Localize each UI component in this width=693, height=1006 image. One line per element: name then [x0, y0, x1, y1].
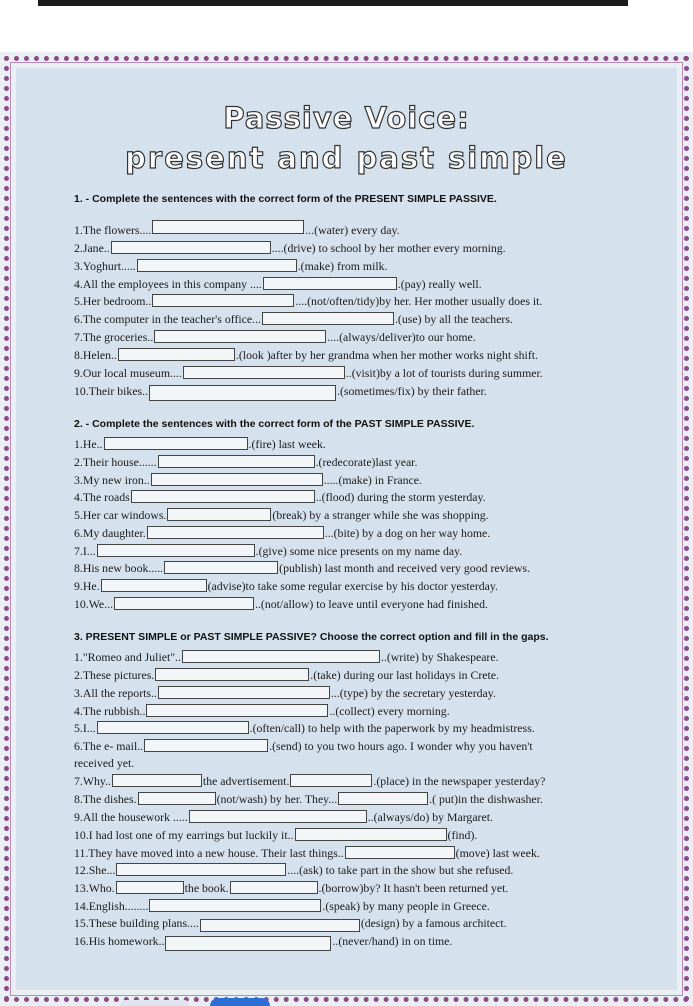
s2-item-1: 1.He.. .(fire) last week.	[74, 437, 326, 452]
answer-box[interactable]	[147, 526, 324, 539]
answer-box[interactable]	[97, 721, 249, 734]
answer-box[interactable]	[155, 668, 309, 681]
s1-item-2: 2.Jane.. ....(drive) to school by her mother every morning.	[74, 241, 506, 256]
s3-item-2: 2.These pictures. .(take) during our last holidays in Crete.	[74, 668, 499, 683]
s2-item-10: 10.We... ..(not/allow) to leave until everyone had finished.	[74, 597, 488, 612]
s1-item-10: 10.Their bikes.. .(sometimes/fix) by their father.	[74, 383, 487, 399]
s2-item-2: 2.Their house...... .(redecorate)last year.	[74, 455, 418, 470]
answer-box[interactable]	[182, 650, 380, 663]
s2-item-5: 5.Her car windows. (break) by a stranger while she was shopping.	[74, 508, 489, 523]
top-bar	[38, 0, 628, 6]
answer-box[interactable]	[263, 277, 397, 290]
answer-box[interactable]	[152, 220, 304, 234]
s3-item-5: 5.I... .(often/call) to help with the paperwork by my headmistress.	[74, 721, 535, 736]
answer-box[interactable]	[104, 437, 248, 450]
s2-item-4: 4.The roads ..(flood) during the storm yesterday.	[74, 490, 486, 505]
s1-item-9: 9.Our local museum.... ..(visit)by a lot of tourists during summer.	[74, 366, 543, 381]
s1-item-6: 6.The computer in the teacher's office... .(use) by all the teachers.	[74, 312, 513, 327]
s3-item-9: 9.All the housework ..... ..(always/do) by Margaret.	[74, 810, 493, 825]
answer-box[interactable]	[101, 579, 207, 592]
answer-box[interactable]	[345, 846, 455, 859]
s2-item-7: 7.I... .(give) some nice presents on my name day.	[74, 544, 463, 559]
answer-box[interactable]	[262, 312, 394, 325]
answer-box[interactable]	[295, 828, 447, 841]
s3-item-11: 11.They have moved into a new house. Their last things.. (move) last week.	[74, 846, 540, 861]
answer-box[interactable]	[131, 490, 315, 503]
answer-box[interactable]	[152, 294, 294, 307]
s1-item-4: 4.All the employees in this company .... .(pay) really well.	[74, 277, 482, 292]
answer-box[interactable]	[189, 810, 367, 823]
answer-box[interactable]	[165, 936, 331, 951]
s3-item-6-cont: received yet.	[74, 756, 135, 771]
answer-box[interactable]	[97, 544, 255, 557]
answer-box[interactable]	[230, 881, 318, 894]
s1-item-1: 1.The flowers.... ...(water) every day.	[74, 222, 400, 237]
section-1-heading: 1. - Complete the sentences with the correct form of the PRESENT SIMPLE PASSIVE.	[74, 193, 497, 205]
answer-box[interactable]	[118, 348, 235, 361]
section-2-heading: 2. - Complete the sentences with the correct form of the PAST SIMPLE PASSIVE.	[74, 418, 475, 430]
s2-item-8: 8.His new book..... (publish) last month and received very good reviews.	[74, 561, 531, 576]
s2-item-6: 6.My daughter. ...(bite) by a dog on her way home.	[74, 526, 491, 541]
answer-box[interactable]	[111, 241, 271, 254]
s3-item-13: 13.Who. the book. .(borrow)by? It hasn't been returned yet.	[74, 881, 509, 896]
answer-box[interactable]	[164, 561, 278, 574]
answer-box[interactable]	[146, 704, 328, 717]
section-3-heading: 3. PRESENT SIMPLE or PAST SIMPLE PASSIVE? Choose the correct option and fill in the gaps.	[74, 631, 549, 643]
answer-box[interactable]	[116, 881, 184, 894]
answer-box[interactable]	[183, 366, 345, 379]
s1-item-8: 8.Helen.. .(look )after by her grandma when her mother works night shift.	[74, 348, 538, 363]
s3-item-4: 4.The rubbish.. ..(collect) every morning.	[74, 704, 450, 719]
s1-item-3: 3.Yoghurt..... .(make) from milk.	[74, 259, 388, 274]
answer-box[interactable]	[112, 774, 202, 787]
s2-item-9: 9.He. (advise)to take some regular exercise by his doctor yesterday.	[74, 579, 499, 594]
answer-box[interactable]	[137, 259, 297, 272]
s1-item-5: 5.Her bedroom.. ....(not/often/tidy)by her. Her mother usually does it.	[74, 294, 543, 309]
answer-box[interactable]	[114, 597, 254, 610]
s3-item-14: 14.English........ .(speak) by many people in Greece.	[74, 899, 490, 914]
answer-box[interactable]	[149, 899, 321, 912]
s3-item-1: 1."Romeo and Juliet".. ..(write) by Shakespeare.	[74, 650, 499, 665]
answer-box[interactable]	[290, 774, 372, 787]
answer-box[interactable]	[200, 919, 360, 932]
answer-box[interactable]	[154, 330, 326, 343]
answer-box[interactable]	[116, 863, 286, 876]
s1-item-7: 7.The groceries.. ....(always/deliver)to our home.	[74, 330, 476, 345]
answer-box[interactable]	[158, 686, 330, 699]
s2-item-3: 3.My new iron.. .....(make) in France.	[74, 473, 422, 488]
title-line-2: present and past simple	[125, 141, 568, 175]
s3-item-3: 3.All the reports.. ...(type) by the secretary yesterday.	[74, 686, 496, 701]
s3-item-8: 8.The dishes. (not/wash) by her. They... .( put)in the dishwasher.	[74, 792, 543, 807]
answer-box[interactable]	[158, 455, 315, 468]
s3-item-12: 12.She... ....(ask) to take part in the show but she refused.	[74, 863, 514, 878]
answer-box[interactable]	[338, 792, 428, 805]
answer-box[interactable]	[167, 508, 271, 521]
s3-item-7: 7.Why.. the advertisement. .(place) in the newspaper yesterday?	[74, 774, 546, 789]
answer-box[interactable]	[151, 473, 323, 486]
s3-item-6: 6.The e- mail.. .(send) to you two hours ago. I wonder why you haven't	[74, 739, 533, 754]
s3-item-15: 15.These building plans.... (design) by a famous architect.	[74, 916, 507, 931]
title-line-1: Passive Voice:	[223, 101, 470, 135]
answer-box[interactable]	[149, 385, 336, 401]
bottom-shape-gray	[120, 1000, 190, 1006]
answer-box[interactable]	[144, 739, 268, 752]
bottom-shape-blue	[210, 998, 270, 1006]
answer-box[interactable]	[138, 792, 216, 805]
s3-item-16: 16.His homework.. ..(never/hand) in on time.	[74, 933, 452, 949]
s3-item-10: 10.I had lost one of my earrings but luckily it.. (find).	[74, 828, 478, 843]
